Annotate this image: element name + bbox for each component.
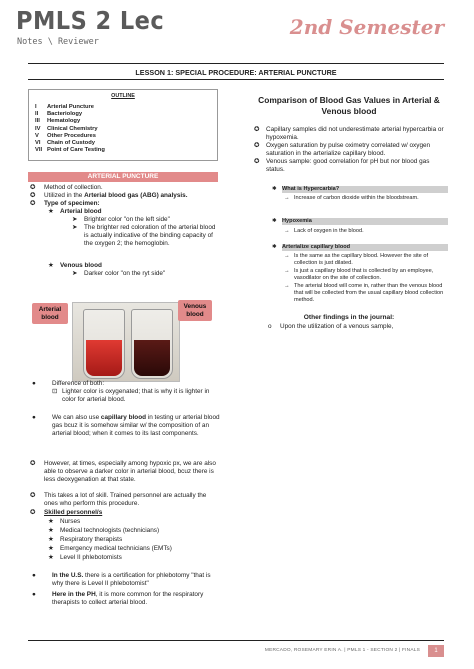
list-item: ✱ Hypoxemia bbox=[272, 218, 448, 225]
blood-tubes-photo bbox=[72, 302, 180, 382]
arrow-right-icon: → bbox=[284, 253, 290, 259]
ring-bullet-icon: ✪ bbox=[30, 460, 36, 467]
other-findings-title: Other findings in the journal: bbox=[303, 314, 395, 321]
cross-bullet-icon: ✱ bbox=[272, 186, 277, 192]
list-item: ★ Nurses bbox=[48, 518, 81, 525]
outline-item: VI Chain of Custody bbox=[35, 140, 95, 147]
list-item: o Upon the utilization of a venous sample, bbox=[268, 323, 394, 330]
arrow-right-icon: → bbox=[284, 195, 290, 201]
ring-bullet-icon: ✪ bbox=[30, 192, 36, 199]
list-item: ★ Venous blood bbox=[48, 262, 102, 269]
list-item: ➤ The brighter red coloration of the arterial blood is actually indicative of the binding capacity of the oxygen 2; the hemoglobin. bbox=[72, 224, 216, 248]
venous-tube bbox=[131, 309, 173, 379]
list-item: ● Difference of both: bbox=[32, 380, 105, 387]
arrow-right-icon: → bbox=[284, 283, 290, 289]
ring-bullet-icon: ✪ bbox=[254, 142, 260, 149]
callout-venous-blood: Venous blood bbox=[178, 300, 212, 321]
list-item: ★ Emergency medical technicians (EMTs) bbox=[48, 545, 172, 552]
arterial-tube bbox=[83, 309, 125, 379]
list-item: ★ Arterial blood bbox=[48, 208, 102, 215]
outline-item: VII Point of Care Testing bbox=[35, 147, 105, 154]
dot-bullet-icon: ● bbox=[32, 414, 36, 421]
lesson-rule bbox=[28, 79, 444, 80]
arrow-bullet-icon: ➤ bbox=[72, 216, 78, 223]
arrow-bullet-icon: ➤ bbox=[72, 224, 78, 231]
list-item: ● Here in the PH, it is more common for the respiratory therapists to collect arterial blood. bbox=[32, 591, 204, 607]
footer-text: MERCADO, ROSEMARY ERIN A. | PMLS 1 - SECTION 2 | FINALS bbox=[264, 648, 420, 653]
outline-item: III Hematology bbox=[35, 118, 81, 125]
list-item: → Is the same as the capillary blood. However the site of collection is just dilated. bbox=[284, 253, 429, 267]
star-bullet-icon: ★ bbox=[48, 208, 54, 215]
comparison-title: Comparison of Blood Gas Values in Arterial & Venous blood bbox=[258, 95, 440, 116]
list-item: ⊡ Lighter color is oxygenated; that is why it is lighter in color for arterial blood. bbox=[52, 388, 210, 404]
list-item: → The arterial blood will come in, rather than the venous blood that will be collected from the usual capillary blood collection method. bbox=[284, 283, 444, 304]
outline-item: II Bacteriology bbox=[35, 111, 83, 118]
footer-rule bbox=[28, 640, 444, 641]
square-bullet-icon: ⊡ bbox=[52, 388, 58, 395]
list-item: ✪ This takes a lot of skill. Trained personnel are actually the ones who perform this procedure. bbox=[30, 492, 207, 508]
outline-title: OUTLINE bbox=[111, 93, 135, 99]
star-bullet-icon: ★ bbox=[48, 554, 54, 561]
ring-bullet-icon: ✪ bbox=[254, 158, 260, 165]
ring-bullet-icon: ✪ bbox=[30, 509, 36, 516]
circle-bullet-icon: o bbox=[268, 323, 272, 330]
outline-item: V Other Procedures bbox=[35, 132, 96, 139]
lesson-title: LESSON 1: SPECIAL PROCEDURE: ARTERIAL PUNCTURE bbox=[135, 68, 337, 77]
dot-bullet-icon: ● bbox=[32, 572, 36, 579]
outline-item: I Arterial Puncture bbox=[35, 103, 95, 110]
ring-bullet-icon: ✪ bbox=[30, 200, 36, 207]
list-item: → Increase of carbon dioxide within the bloodstream. bbox=[284, 195, 419, 201]
semester-label: 2nd Semester bbox=[289, 15, 444, 39]
arrow-right-icon: → bbox=[284, 268, 290, 274]
list-item: ● In the U.S. there is a certification for phlebotomy "that is why there is Level II phlebotomist" bbox=[32, 572, 211, 588]
star-bullet-icon: ★ bbox=[48, 536, 54, 543]
top-rule bbox=[28, 63, 444, 64]
list-item: ✪ Capillary samples did not underestimate arterial hypercarbia or hypoxemia. bbox=[254, 126, 444, 142]
ring-bullet-icon: ✪ bbox=[254, 126, 260, 133]
star-bullet-icon: ★ bbox=[48, 262, 54, 269]
cross-bullet-icon: ✱ bbox=[272, 218, 277, 224]
outline-box bbox=[28, 89, 218, 161]
list-item: ● We can also use capillary blood in testing ur arterial blood gas bcuz it is somehow similar w/ the composition of an arterial blood; when it comes to its last components. bbox=[32, 414, 220, 438]
list-item: ✪ Type of specimen: bbox=[30, 200, 100, 207]
list-item: ✪ Skilled personnel/s bbox=[30, 509, 103, 516]
arrow-right-icon: → bbox=[284, 228, 290, 234]
list-item: ★ Level II phlebotomists bbox=[48, 554, 122, 561]
list-item: ➤ Brighter color "on the left side" bbox=[72, 216, 170, 223]
list-item: ✪ Method of collection. bbox=[30, 184, 103, 191]
list-item: ✪ Venous sample: good correlation for pH but nor blood gas status. bbox=[254, 158, 430, 174]
star-bullet-icon: ★ bbox=[48, 527, 54, 534]
list-item: ✱ Arterialize capillary blood bbox=[272, 244, 448, 251]
cross-bullet-icon: ✱ bbox=[272, 244, 277, 250]
list-item: ➤ Darker color "on the ryt side" bbox=[72, 270, 166, 277]
star-bullet-icon: ★ bbox=[48, 518, 54, 525]
list-item: ★ Respiratory therapists bbox=[48, 536, 123, 543]
dot-bullet-icon: ● bbox=[32, 591, 36, 598]
brand-subtitle: Notes \ Reviewer bbox=[17, 37, 99, 47]
callout-arterial-blood: Arterial blood bbox=[32, 303, 68, 324]
list-item: ✱ What is Hypercarbia? bbox=[272, 186, 448, 193]
dot-bullet-icon: ● bbox=[32, 380, 36, 387]
list-item: → Lack of oxygen in the blood. bbox=[284, 228, 364, 234]
outline-item: IV Clinical Chemistry bbox=[35, 125, 98, 132]
list-item: ✪ However, at times, especially among hypoxic px, we are also able to observe a darker color in arterial blood, bcuz there is less deoxygenation at that state. bbox=[30, 460, 216, 484]
list-item: ★ Medical technologists (technicians) bbox=[48, 527, 160, 534]
arrow-bullet-icon: ➤ bbox=[72, 270, 78, 277]
page-number: 1 bbox=[428, 645, 444, 657]
brand-title: PMLS 2 Lec bbox=[16, 6, 165, 35]
list-item: → Is just a capillary blood that is collected by an employee, vasodilator on the site of collection. bbox=[284, 268, 434, 282]
list-item: ✪ Utilized in the Arterial blood gas (ABG) analysis. bbox=[30, 192, 188, 199]
section-bar-arterial-puncture: ARTERIAL PUNCTURE bbox=[28, 172, 218, 182]
star-bullet-icon: ★ bbox=[48, 545, 54, 552]
ring-bullet-icon: ✪ bbox=[30, 492, 36, 499]
ring-bullet-icon: ✪ bbox=[30, 184, 36, 191]
list-item: ✪ Oxygen saturation by pulse oximetry correlated w/ oxygen saturation in the arterialize capillary blood. bbox=[254, 142, 431, 158]
